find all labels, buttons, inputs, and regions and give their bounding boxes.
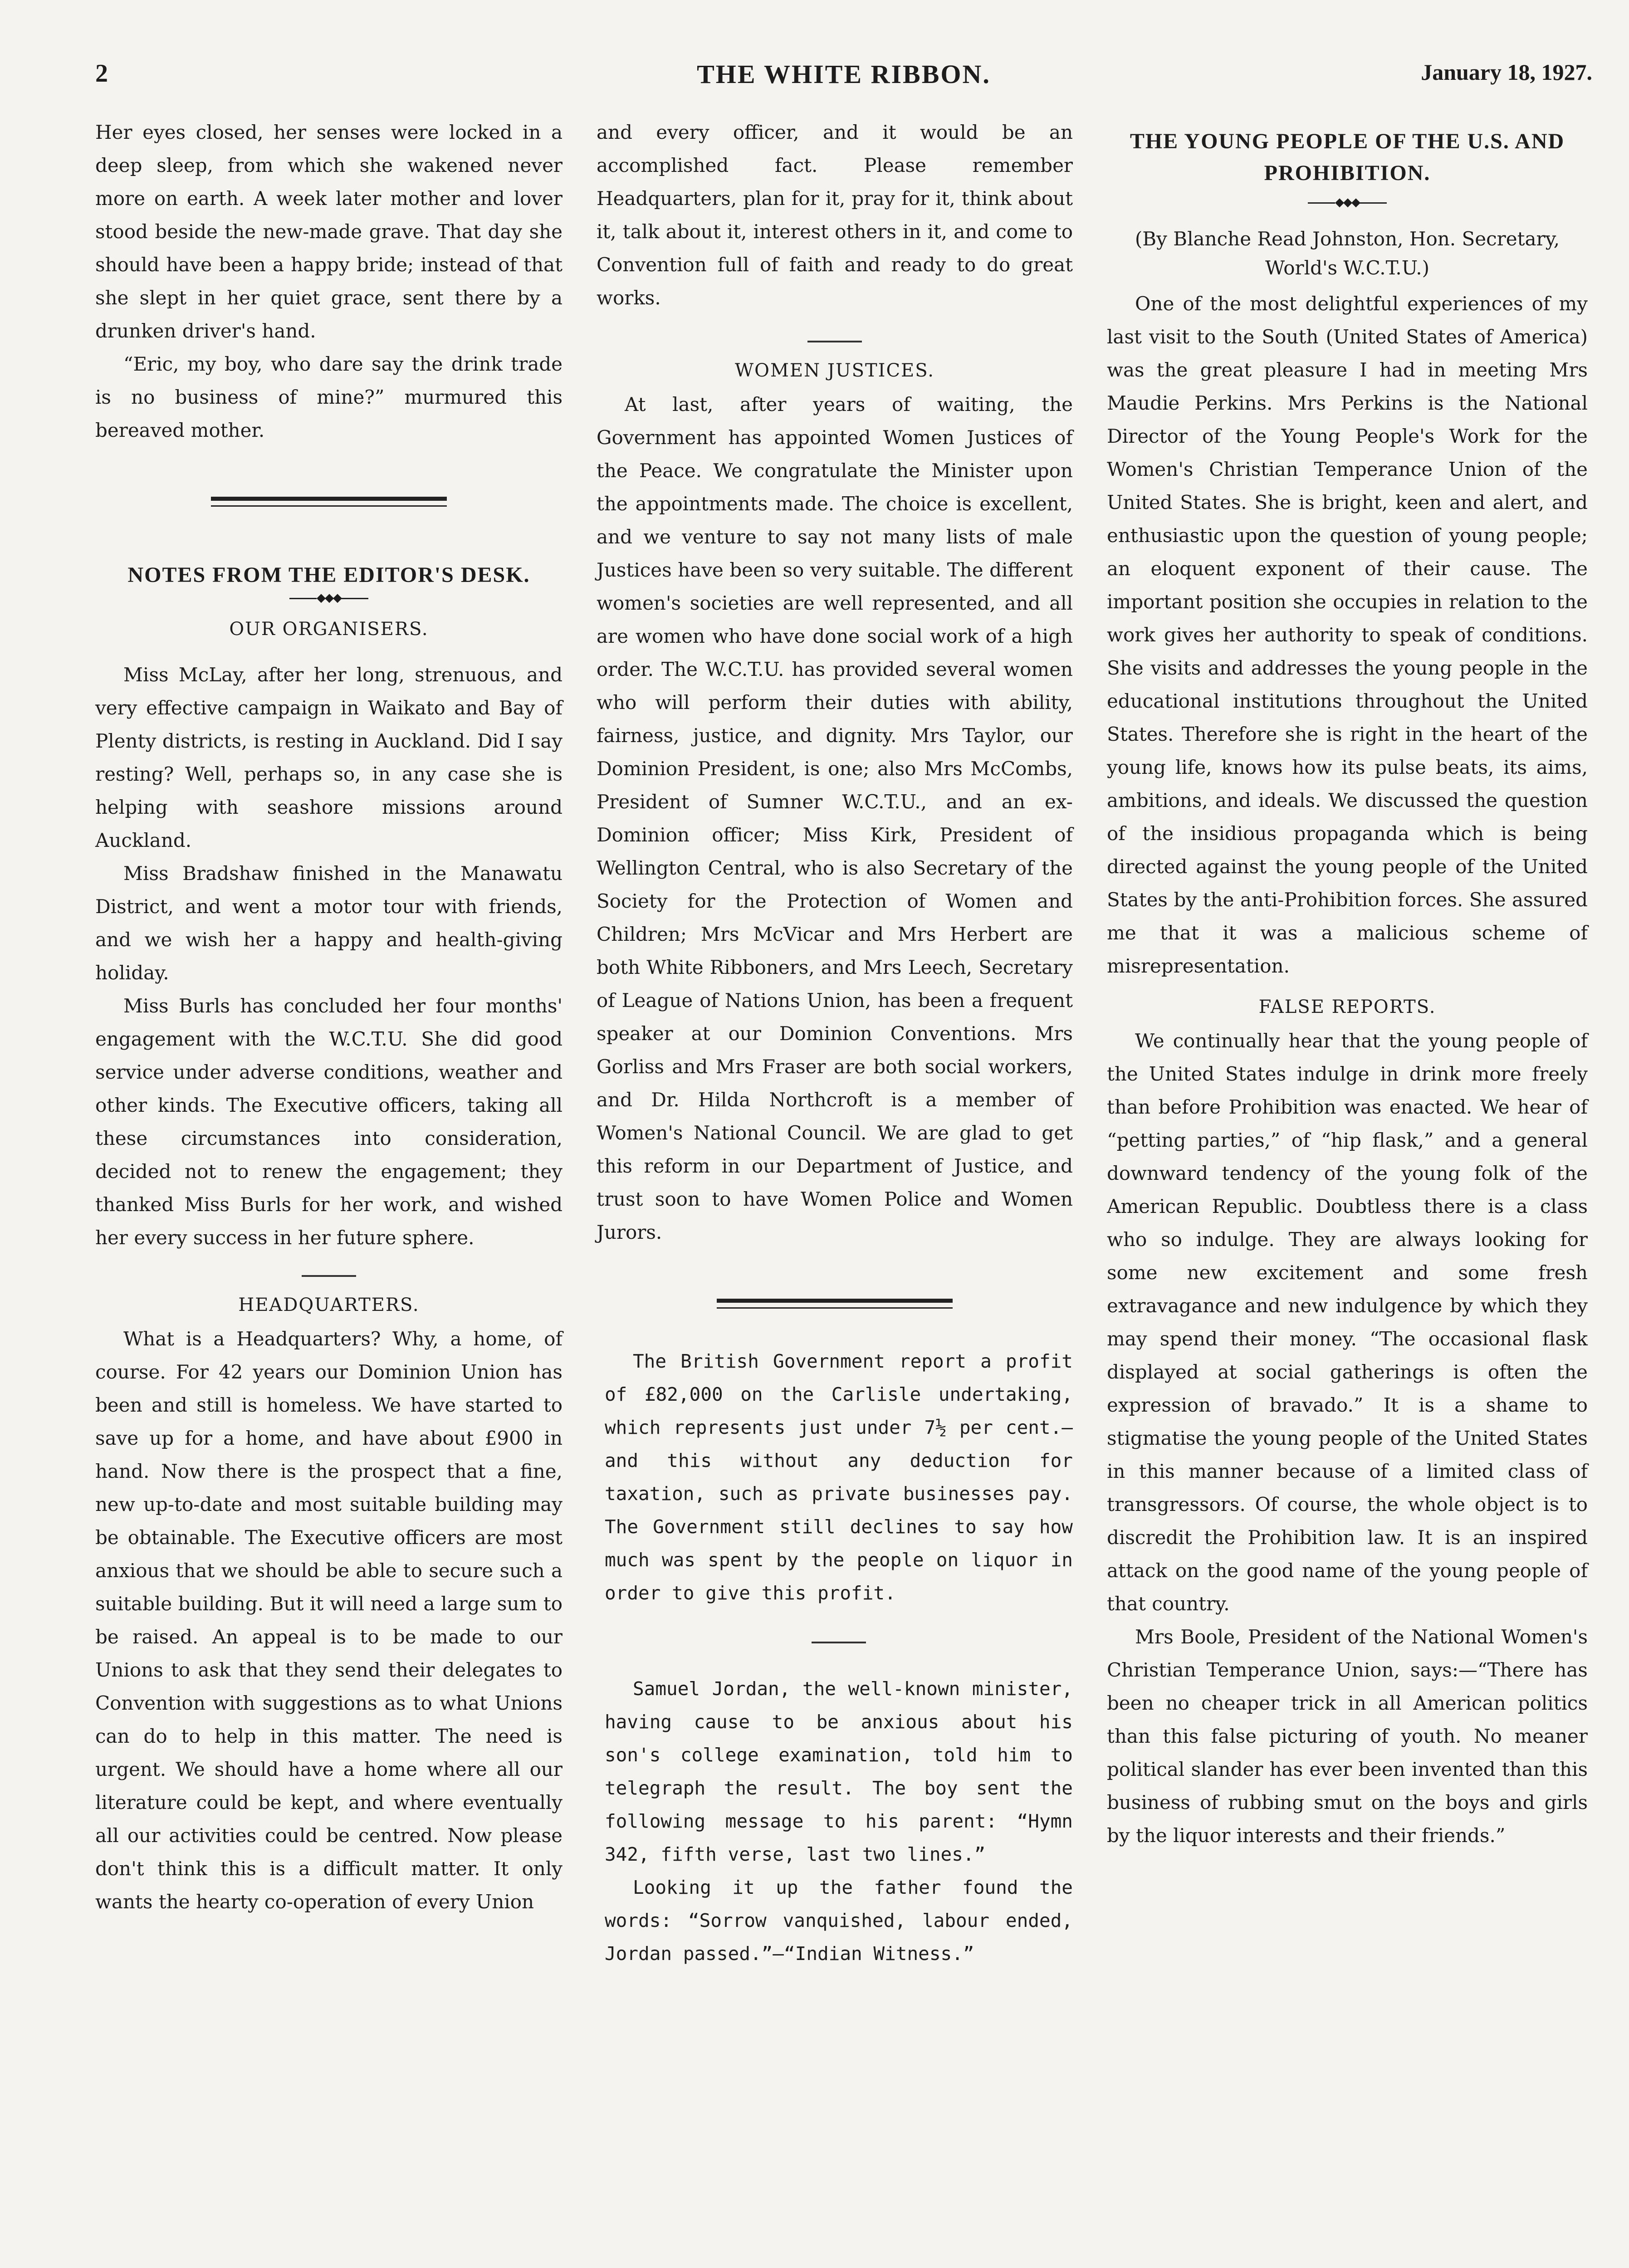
article-heading: THE YOUNG PEOPLE OF THE U.S. AND PROHIBITION. [1130,129,1565,185]
article-paragraph: Mrs Boole, President of the National Women's Christian Temperance Union, says:—“There has been no cheaper trick in all American politics than this false picturing of youth. No meaner political slander has ever been invented than this business of rubbing smut on the boys and girls by the liquor interests and their friends.” [1107,1626,1588,1847]
page-header [95,59,1592,95]
short-divider [812,1642,866,1643]
organisers-paragraph: Miss Bradshaw finished in the Manawatu District, and went a motor tour with friends, and we wish her a happy and health-giving holiday. [95,862,563,984]
organisers-paragraph: Miss Burls has concluded her four months' engagement with the W.C.T.U. She did good service under adverse conditions, weather and other kinds. The Executive officers, taking all these circumstances into consideration, decided not to renew the engagement; they thanked Miss Burls for her work, and wished her every success in her future sphere. [95,995,563,1249]
article-paragraph: One of the most delightful experiences of my last visit to the South (United States of America) was the great pleasure I had in meeting Mrs Maudie Perkins. Mrs Perkins is the National Director of the Young People's Work for the Women's Christian Temperance Union of the United States. She is bright, keen and alert, and enthusiastic upon the question of young people; an eloquent exponent of their cause. The important position she occupies in relation to the work gives her authority to speak of conditions. She visits and addresses the young people in the educational institutions throughout the United States. Therefore she is right in the heart of the young life, knows how its pulse beats, its aims, ambitions, and ideals. We discussed the question of the insidious propaganda which is being directed against the young people of the United States by the anti-Prohibition forces. She assured me that it was a malicious scheme of misrepresentation. [1107,293,1588,977]
article-paragraph: We continually hear that the young people of the United States indulge in drink more freely than before Prohibition was enacted. We hear of “petting parties,” of “hip flask,” and a general downward tendency of the young folk of the American Republic. Doubtless there is a class who so indulge. They are always looking for some new excitement and some fresh extravagance and new indulgence by which they may spend their money. “The occasional flask displayed at social gatherings is often the expression of bravado.” It is a shame to stigmatise the young people of the United States in this manner because of a limited class of transgressors. Of course, the whole object is to discredit the Prohibition law. It is an inspired attack on the good name of the young people of that country. [1107,1030,1588,1615]
section-divider [211,497,447,507]
headquarters-heading: HEADQUARTERS. [238,1295,420,1315]
byline: (By Blanche Read Johnston, Hon. Secretary, World's W.C.T.U.) [1135,228,1560,279]
notes-heading: NOTES FROM THE EDITOR'S DESK. [127,563,530,587]
page-number: 2 [95,59,108,88]
story-paragraph: “Eric, my boy, who dare say the drink trade is no business of mine?” murmured this bereaved mother. [95,353,563,441]
ornament-divider: ◆◆◆ [1107,196,1588,209]
story-paragraph: Her eyes closed, her senses were locked in a deep sleep, from which she wakened never more on earth. A week later mother and lover stood beside the new-made grave. That day she should have been a happy bride; instead of that she slept in her quiet grace, sent there by a drunken driver's hand. [95,121,563,342]
column-3 [1107,116,1588,1852]
newspaper-title: THE WHITE RIBBON. [697,59,991,89]
false-reports-heading: FALSE REPORTS. [1258,997,1436,1017]
carlisle-paragraph: The British Government report a profit of £82,000 on the Carlisle undertaking, which represents just under 7½ per cent.—and this without any deduction for taxation, such as private businesses pay. The Government still declines to say how much was spent by the people on liquor in order to give this profit. [605,1350,1073,1604]
short-divider [807,341,862,342]
ornament-divider: ◆◆◆ [95,591,563,605]
column-2 [597,116,1073,1970]
issue-date: January 18, 1927. [1421,59,1592,85]
section-divider [717,1299,953,1309]
organisers-paragraph: Miss McLay, after her long, strenuous, and very effective campaign in Waikato and Bay of Plenty districts, is resting in Auckland. Did I say resting? Well, perhaps so, in any case she is helping with seashore missions around Auckland. [95,664,563,851]
headquarters-paragraph: What is a Headquarters? Why, a home, of course. For 42 years our Dominion Union has been and still is homeless. We have started to save up for a home, and have about £900 in hand. Now there is the prospect that a fine, new up-to-date and most suitable building may be obtainable. The Executive officers are most anxious that we should be able to secure such a suitable building. But it will need a large sum to be raised. An appeal is to be made to our Unions to ask that they send their delegates to Convention with suggestions as to what Unions can do to help in this matter. The need is urgent. We should have a home where all our literature could be kept, and where eventually all our activities could be centred. Now please don't think this is a difficult matter. It only wants the hearty co-operation of every Union [95,1328,563,1913]
column-1 [95,116,563,1918]
jordan-paragraph: Looking it up the father found the words: “Sorrow vanquished, labour ended, Jordan passed.”—“Indian Witness.” [605,1877,1073,1965]
short-divider [302,1275,356,1277]
justices-paragraph: At last, after years of waiting, the Government has appointed Women Justices of the Peace. We congratulate the Minister upon the appointments made. The choice is excellent, and we venture to say not many lists of male Justices have been so very suitable. The different women's societies are well represented, and all are women who have done social work of a high order. The W.C.T.U. has provided several women who will perform their duties with ability, fairness, justice, and dignity. Mrs Taylor, our Dominion President, is one; also Mrs McCombs, President of Sumner W.C.T.U., and an ex-Dominion officer; Miss Kirk, President of Wellington Central, who is also Secretary of the Society for the Protection of Women and Children; Mrs McVicar and Mrs Herbert are both White Ribboners, and Mrs Leech, Secretary of League of Nations Union, has been a frequent speaker at our Dominion Conventions. Mrs Gorliss and Mrs Fraser are both social workers, and Dr. Hilda Northcroft is a member of Women's National Council. We are glad to get this reform in our Department of Justice, and trust soon to have Women Police and Women Jurors. [597,393,1073,1243]
jordan-paragraph: Samuel Jordan, the well-known minister, having cause to be anxious about his son's college examination, told him to telegraph the result. The boy sent the following message to his parent: “Hymn 342, fifth verse, last two lines.” [605,1678,1073,1865]
headquarters-continued: and every officer, and it would be an accomplished fact. Please remember Headquarters, plan for it, pray for it, think about it, talk about it, interest others in it, and come to Convention full of faith and ready to do great works. [597,121,1073,309]
justices-heading: WOMEN JUSTICES. [735,360,934,381]
organisers-heading: OUR ORGANISERS. [229,619,429,640]
